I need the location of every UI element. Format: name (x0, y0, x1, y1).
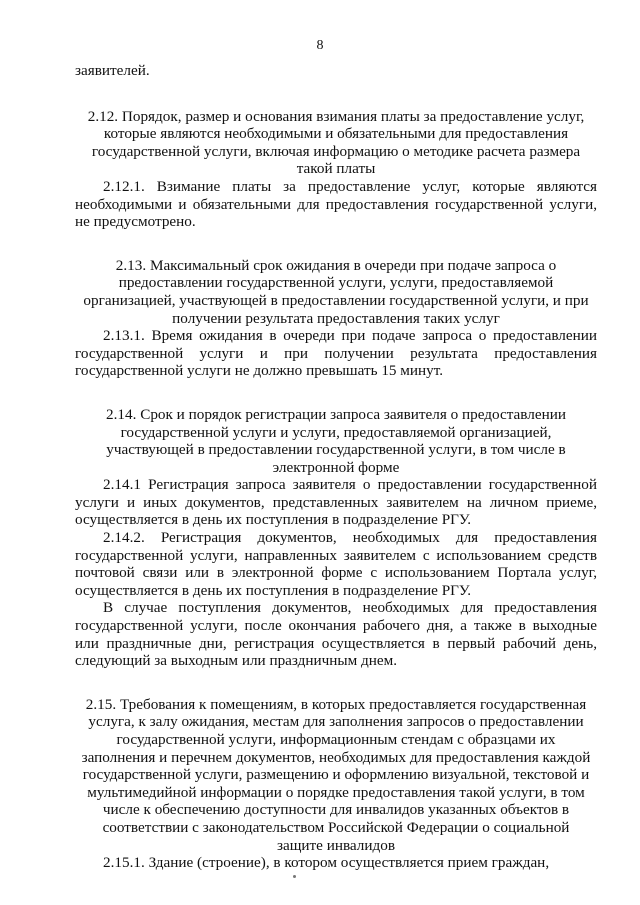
paragraph: 2.14.1 Регистрация запроса заявителя о предоставлении государственной услуги и иных документов, представленных заявителем на личном приеме, осуществляется в день их поступления в подразделение РГУ. (75, 476, 597, 529)
scan-artifact-dot (293, 875, 296, 878)
section-2-12 (75, 108, 597, 231)
paragraph: 2.13.1. Время ожидания в очереди при подаче запроса о предоставлении государственной услуги и при получении результата предоставления государственной услуги не должно превышать 15 минут. (75, 327, 597, 380)
section-2-13 (75, 257, 597, 380)
paragraph: В случае поступления документов, необходимых для предоставления государственной услуги, после окончания рабочего дня, а также в выходные или праздничные дни, регистрация осуществляется в первый рабочий день, следующий за выходным или праздничным днем. (75, 599, 597, 670)
section-heading: 2.12. Порядок, размер и основания взимания платы за предоставление услуг, которые являются необходимыми и обязательными для предоставления государственной услуги, включая информацию о методике расчета размера такой платы (87, 107, 585, 178)
section-heading: 2.15. Требования к помещениям, в которых предоставляется государственная услуга, к залу ожидания, местам для заполнения запросов о предоставлении государственной услуги, информационным стендам с образцами их заполнения и перечнем документов, необходимых для предоставления каждой государственной услуги, размещению и оформлению визуальной, текстовой и мультимедийной информации о порядке предоставления такой услуги, в том числе к обеспечению доступности для инвалидов указанных объектов в соответствии с законодательством Российской Федерации о социальной защите инвалидов (81, 695, 591, 854)
page-number: 8 (316, 38, 324, 53)
paragraph: 2.14.2. Регистрация документов, необходимых для предоставления государственной услуги, направленных заявителем с использованием средств почтовой связи или в электронной форме с использованием Портала услуг, осуществляется в день их поступления в подразделение РГУ. (75, 529, 597, 599)
paragraph: 2.15.1. Здание (строение), в котором осуществляется прием граждан, (103, 854, 550, 872)
section-heading: 2.14. Срок и порядок регистрации запроса заявителя о предоставлении государственной услуги и услуги, предоставляемой организацией, участвующей в предоставлении государственной услуги, в том числе в электронной форме (106, 405, 566, 476)
continuation-text: заявителей. (75, 62, 150, 79)
section-2-15 (75, 696, 597, 872)
paragraph: 2.12.1. Взимание платы за предоставление услуг, которые являются необходимыми и обязательными для предоставления государственной услуги, не предусмотрено. (75, 177, 597, 231)
section-2-14 (75, 406, 597, 670)
document-body (75, 62, 597, 872)
section-heading: 2.13. Максимальный срок ожидания в очереди при подаче запроса о предоставлении государственной услуги, услуги, предоставляемой организацией, участвующей в предоставлении государственной услуги, и при получении результата предоставления таких услуг (83, 256, 589, 327)
